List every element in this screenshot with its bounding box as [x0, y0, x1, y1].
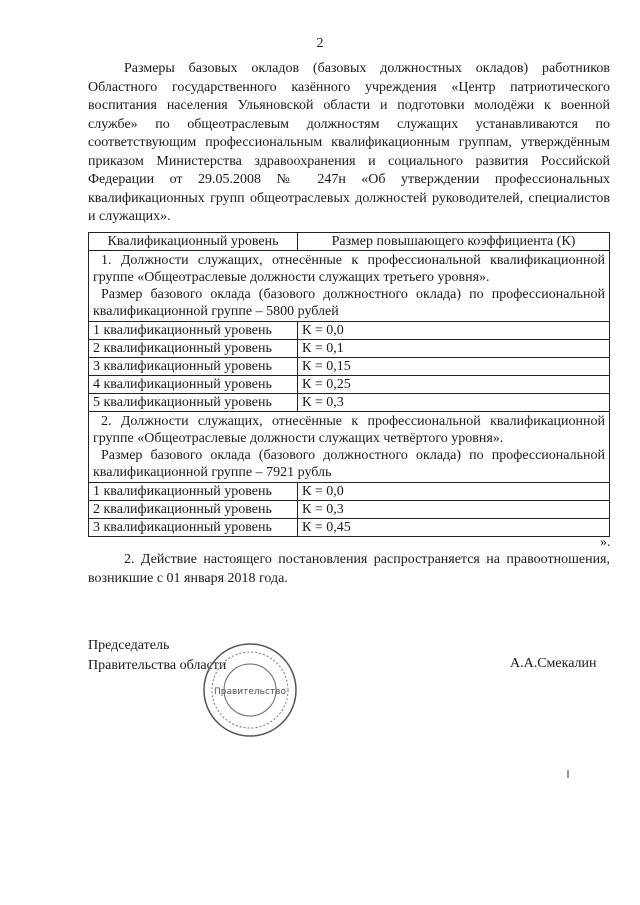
section-2-title: 2. Должности служащих, отнесённые к профессиональной квалификационной группе «Общеотраслевые должности служащих четвёртого уровня». — [93, 414, 605, 446]
scan-mark — [567, 770, 569, 778]
closing-quote: ». — [600, 535, 611, 550]
coef-cell: К = 0,25 — [298, 376, 610, 394]
table-row — [89, 322, 610, 340]
level-cell: 2 квалификационный уровень — [89, 340, 298, 358]
section-1-row — [89, 251, 610, 322]
table-row — [89, 358, 610, 376]
paragraph-2: 2. Действие настоящего постановления распространяется на правоотношения, возникшие с 01 января 2018 года. — [88, 552, 610, 586]
coef-cell: К = 0,1 — [298, 340, 610, 358]
coef-cell: К = 0,45 — [298, 519, 610, 537]
signature-name: А.А.Смекалин — [510, 656, 597, 671]
section-1-salary: Размер базового оклада (базового должностного оклада) по профессиональной квалификационной группе – 5800 рублей — [93, 287, 605, 319]
coef-cell: К = 0,0 — [298, 322, 610, 340]
official-stamp-icon — [200, 640, 300, 740]
level-cell: 3 квалификационный уровень — [89, 358, 298, 376]
section-2-cell — [89, 412, 610, 483]
signature-title-line1: Председатель — [88, 638, 170, 653]
coef-cell: К = 0,3 — [298, 394, 610, 412]
stamp-text: Правительство — [214, 687, 286, 697]
salary-table — [88, 232, 610, 537]
coef-cell: К = 0,0 — [298, 483, 610, 501]
table-row — [89, 519, 610, 537]
section-2-row — [89, 412, 610, 483]
level-cell: 3 квалификационный уровень — [89, 519, 298, 537]
page-number: 2 — [316, 36, 324, 51]
section-2-salary: Размер базового оклада (базового должностного оклада) по профессиональной квалификационной группе – 7921 рубль — [93, 448, 605, 480]
table-header-row — [89, 233, 610, 251]
level-cell: 5 квалификационный уровень — [89, 394, 298, 412]
intro-text: Размеры базовых окладов (базовых должностных окладов) работников Областного государственного казённого учреждения «Центр патриотического воспитания населения Ульяновской области и подготовки молодёжи к военной службе» по общеотраслевым должностям служащих устанавливаются по соответствующим профессиональным квалификационным группам, утверждённым приказом Министерства здравоохранения и социального развития Российской Федерации от 29.05.2008 № 247н «Об утверждении профессиональных квалификационных групп общеотраслевых должностей руководителей, специалистов и служащих». — [88, 61, 610, 224]
table-row — [89, 394, 610, 412]
level-cell: 1 квалификационный уровень — [89, 322, 298, 340]
table-row — [89, 340, 610, 358]
coef-cell: К = 0,15 — [298, 358, 610, 376]
section-1-title: 1. Должности служащих, отнесённые к профессиональной квалификационной группе «Общеотраслевые должности служащих третьего уровня». — [93, 253, 605, 285]
section-1-cell — [89, 251, 610, 322]
level-cell: 1 квалификационный уровень — [89, 483, 298, 501]
table-row — [89, 376, 610, 394]
signature-title-line2: Правительства области — [88, 658, 227, 673]
table-row — [89, 501, 610, 519]
intro-paragraph — [88, 60, 610, 227]
level-cell: 2 квалификационный уровень — [89, 501, 298, 519]
header-coef: Размер повышающего коэффициента (К) — [298, 233, 610, 251]
header-level: Квалификационный уровень — [89, 233, 298, 251]
level-cell: 4 квалификационный уровень — [89, 376, 298, 394]
coef-cell: К = 0,3 — [298, 501, 610, 519]
table-row — [89, 483, 610, 501]
